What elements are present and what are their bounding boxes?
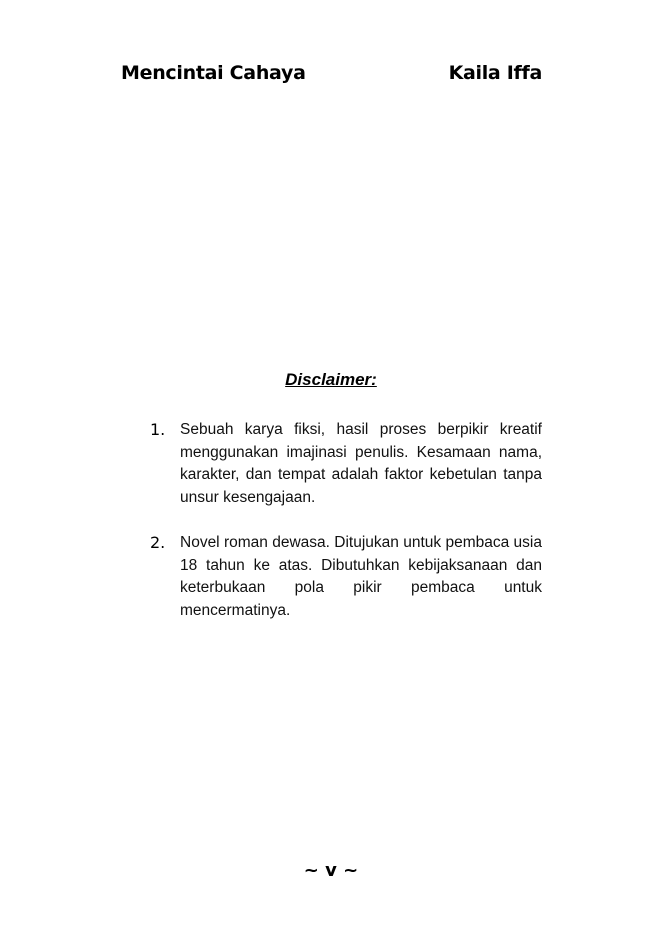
list-item-text: Sebuah karya fiksi, hasil proses berpikir kreatif menggunakan imajinasi penulis. Kesamaan nama, karakter, dan tempat adalah faktor kebetulan tanpa unsur kesengajaan. [180, 421, 542, 506]
running-header [121, 62, 542, 84]
disclaimer-list-item-1 [150, 419, 542, 509]
disclaimer-list-item-2 [150, 532, 542, 622]
list-item-text: Novel roman dewasa. Ditujukan untuk pembaca usia 18 tahun ke atas. Dibutuhkan kebijaksanaan dan keterbukaan pola pikir pembaca untuk mencermatinya. [180, 534, 542, 619]
list-item-number: 2. [150, 533, 166, 552]
list-item [150, 532, 542, 622]
author-name: Kaila Iffa [448, 62, 542, 84]
page-number: ~ v ~ [303, 860, 359, 881]
book-title: Mencintai Cahaya [121, 62, 306, 84]
disclaimer-heading: Disclaimer: [285, 370, 377, 389]
list-item [150, 419, 542, 509]
list-item-number: 1. [150, 420, 166, 439]
